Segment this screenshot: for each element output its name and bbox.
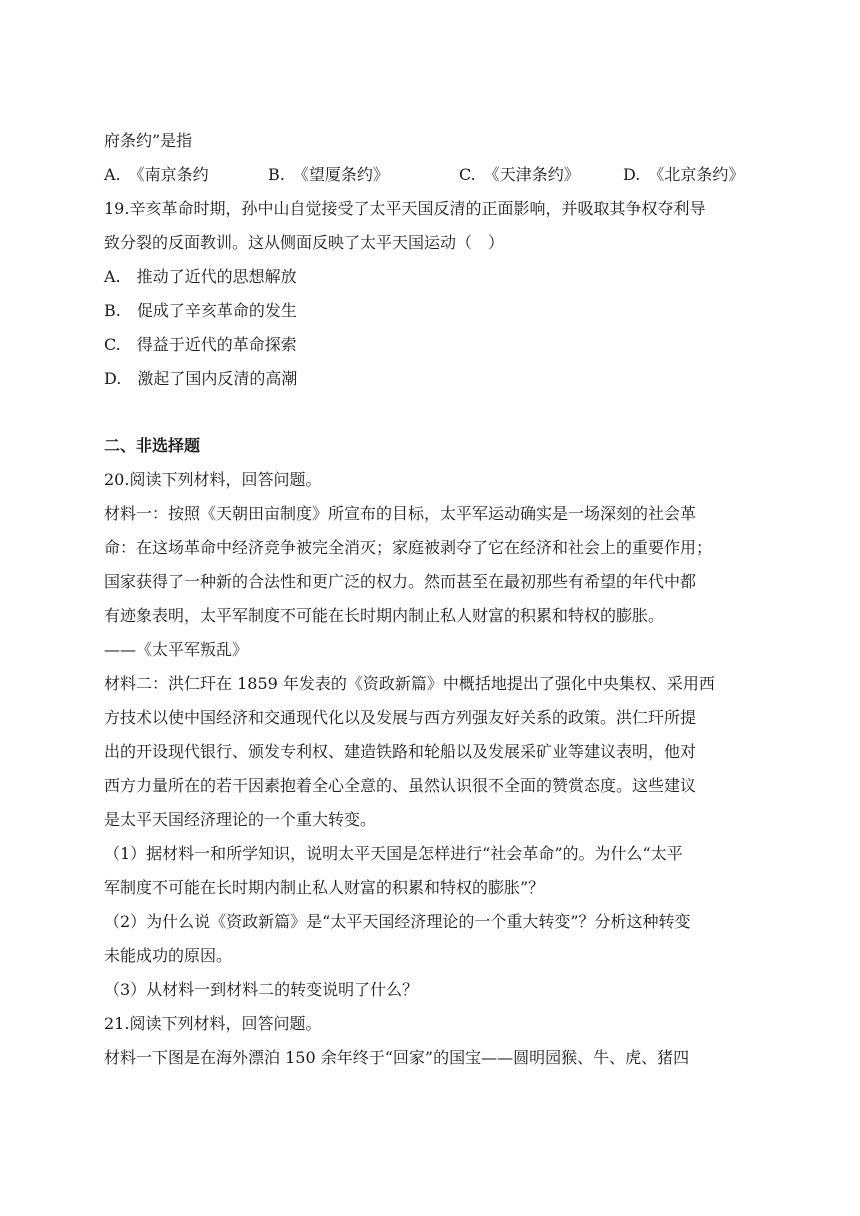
q19-option-a: A. 推动了近代的思想解放 <box>104 267 297 286</box>
q18-option-a: A. 《南京条约 <box>104 165 209 184</box>
q21-material-line-1: 材料一下图是在海外漂泊 150 余年终于“回家”的国宝——圆明园猴、牛、虎、猪四 <box>104 1048 690 1067</box>
q20-source1: ——《太平军叛乱》 <box>104 640 249 659</box>
q20-question-1-line-2: 军制度不可能在长时期内制止私人财富的积累和特权的膨胀”？ <box>104 878 545 897</box>
q20-material1-line-4: 有迹象表明，太平军制度不可能在长时期内制止私人财富的积累和特权的膨胀。 <box>104 606 665 625</box>
q20-stem: 20.阅读下列材料，回答问题。 <box>104 470 322 489</box>
q20-question-1-line-1: （1）据材料一和所学知识，说明太平天国是怎样进行“社会革命”的。为什么“太平 <box>104 844 683 863</box>
q18-option-d: D. 《北京条约》 <box>623 165 745 184</box>
q20-material2-line-3: 出的开设现代银行、颁发专利权、建造铁路和轮船以及发展采矿业等建议表明，他对 <box>104 742 697 761</box>
q18-option-b: B. 《望厦条约》 <box>268 165 389 184</box>
q20-question-3: （3）从材料一到材料二的转变说明了什么？ <box>104 980 419 999</box>
q20-material1-line-1: 材料一：按照《天朝田亩制度》所宣布的目标，太平军运动确实是一场深刻的社会革 <box>104 504 697 523</box>
q19-stem-line-1: 19.辛亥革命时期，孙中山自觉接受了太平天国反清的正面影响，并吸取其争权夺利导 <box>104 199 706 218</box>
q20-material2-line-4: 西方力量所在的若干因素抱着全心全意的、虽然认识很不全面的赞赏态度。这些建议 <box>104 776 697 795</box>
section-title: 二、非选择题 <box>104 436 201 455</box>
q20-question-2-line-2: 未能成功的原因。 <box>104 946 233 965</box>
q20-material1-line-2: 命：在这场革命中经济竞争被完全消灭；家庭被剥夺了它在经济和社会上的重要作用； <box>104 538 713 557</box>
q20-question-2-line-1: （2）为什么说《资政新篇》是“太平天国经济理论的一个重大转变”？分析这种转变 <box>104 912 691 931</box>
q19-option-d: D. 激起了国内反清的高潮 <box>104 369 298 388</box>
q20-material2-line-5: 是太平天国经济理论的一个重大转变。 <box>104 810 377 829</box>
q19-option-b: B. 促成了辛亥革命的发生 <box>104 301 297 320</box>
q18-stem-tail: 府条约”是指 <box>104 131 193 150</box>
q18-option-c: C. 《天津条约》 <box>459 165 580 184</box>
q19-option-c: C. 得益于近代的革命探索 <box>104 335 297 354</box>
q20-material1-line-3: 国家获得了一种新的合法性和更广泛的权力。然而甚至在最初那些有希望的年代中都 <box>104 572 697 591</box>
q19-stem-line-2: 致分裂的反面教训。这从侧面反映了太平天国运动（ ） <box>104 233 505 252</box>
q20-material2-line-2: 方技术以使中国经济和交通现代化以及发展与西方列强友好关系的政策。洪仁玕所提 <box>104 708 697 727</box>
q21-stem: 21.阅读下列材料，回答问题。 <box>104 1014 322 1033</box>
q20-material2-line-1: 材料二：洪仁玕在 1859 年发表的《资政新篇》中概括地提出了强化中央集权、采用西 <box>104 674 715 693</box>
